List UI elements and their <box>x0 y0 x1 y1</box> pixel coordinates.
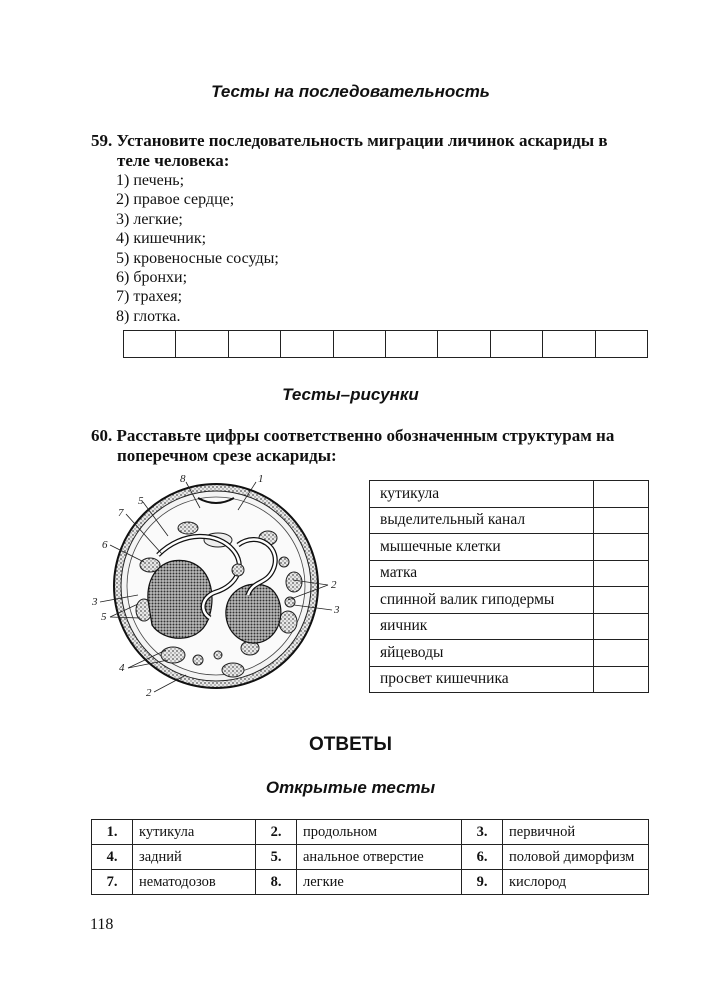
section-heading-pictures: Тесты–рисунки <box>282 385 419 404</box>
answer-number: 3. <box>462 820 503 845</box>
table-row <box>370 587 649 614</box>
sequence-cell[interactable] <box>385 331 437 358</box>
sequence-cell[interactable] <box>124 331 176 358</box>
answer-number: 1. <box>92 820 133 845</box>
figure-label-3: 3 <box>334 604 340 616</box>
answer-number: 8. <box>256 870 297 895</box>
answer-number: 5. <box>256 845 297 870</box>
structure-number-cell[interactable] <box>594 534 649 561</box>
figure-label-6: 6 <box>102 539 108 551</box>
page-number: 118 <box>90 916 114 933</box>
structure-number-cell[interactable] <box>594 613 649 640</box>
table-row <box>370 640 649 667</box>
structure-label: яйцеводы <box>370 640 594 667</box>
option-item: 3) легкие; <box>116 210 183 228</box>
figure-label-2: 2 <box>146 687 152 699</box>
question-60-title <box>91 426 651 466</box>
option-item: 5) кровеносные сосуды; <box>116 249 279 267</box>
structure-number-cell[interactable] <box>594 666 649 693</box>
structure-label: просвет кишечника <box>370 666 594 693</box>
ovary-mass-right <box>226 584 281 643</box>
sequence-cell[interactable] <box>438 331 490 358</box>
answer-text: анальное отверстие <box>297 845 462 870</box>
open-tests-heading: Открытые тесты <box>265 778 436 797</box>
structure-label: мышечные клетки <box>370 534 594 561</box>
figure-label-8: 8 <box>180 473 186 485</box>
option-item: 7) трахея; <box>116 288 183 306</box>
table-row <box>370 613 649 640</box>
section-heading-sequence: Тесты на последовательность <box>211 82 490 101</box>
structures-table <box>369 480 649 693</box>
figure-label-2: 2 <box>331 579 337 591</box>
answer-text: первичной <box>503 820 649 845</box>
question-60-text-line1: Расставьте цифры соответственно обозначенным структурам на <box>116 426 615 445</box>
question-59-number: 59. <box>91 131 113 150</box>
option-item: 8) глотка. <box>116 307 181 325</box>
answers-heading: ОТВЕТЫ <box>309 734 392 755</box>
sequence-cell[interactable] <box>176 331 228 358</box>
sequence-cell[interactable] <box>595 331 647 358</box>
answer-number: 9. <box>462 870 503 895</box>
structure-label: матка <box>370 560 594 587</box>
figure-label-5: 5 <box>138 495 144 507</box>
answer-number: 4. <box>92 845 133 870</box>
answer-text: кислород <box>503 870 649 895</box>
table-row <box>92 820 649 845</box>
question-60-number: 60. <box>91 426 113 445</box>
structure-label: яичник <box>370 613 594 640</box>
structure-number-cell[interactable] <box>594 481 649 508</box>
muscle-cell <box>286 572 302 592</box>
option-item: 6) бронхи; <box>116 269 188 287</box>
option-item: 1) печень; <box>116 172 185 189</box>
answer-number: 2. <box>256 820 297 845</box>
sequence-cell[interactable] <box>543 331 595 358</box>
structure-number-cell[interactable] <box>594 507 649 534</box>
figure-label-5: 5 <box>101 611 107 623</box>
sequence-cell[interactable] <box>490 331 542 358</box>
structure-number-cell[interactable] <box>594 560 649 587</box>
table-row <box>370 666 649 693</box>
question-59-title <box>91 131 651 171</box>
answer-number: 6. <box>462 845 503 870</box>
muscle-cell <box>222 663 244 677</box>
answer-sequence-grid <box>123 330 648 358</box>
answers-table <box>91 819 649 895</box>
oviduct-section <box>285 597 295 607</box>
sequence-cell[interactable] <box>228 331 280 358</box>
structure-label: спинной валик гиподермы <box>370 587 594 614</box>
ascaris-cross-section-figure <box>88 470 350 705</box>
structure-number-cell[interactable] <box>594 640 649 667</box>
answer-text: половой диморфизм <box>503 845 649 870</box>
structure-number-cell[interactable] <box>594 587 649 614</box>
table-row <box>92 845 649 870</box>
figure-label-3: 3 <box>92 596 98 608</box>
table-row <box>92 870 649 895</box>
question-59-text-line2: теле человека: <box>117 151 230 170</box>
answer-text: кутикула <box>133 820 256 845</box>
answer-number: 7. <box>92 870 133 895</box>
answer-text: легкие <box>297 870 462 895</box>
question-60-text-line2: поперечном срезе аскариды: <box>117 446 337 465</box>
answer-text: продольном <box>297 820 462 845</box>
muscle-cell <box>279 611 297 633</box>
answer-text: нематодозов <box>133 870 256 895</box>
muscle-cell <box>178 522 198 534</box>
oviduct-section <box>279 557 289 567</box>
question-59-options <box>116 171 279 326</box>
table-row <box>370 534 649 561</box>
sequence-cell[interactable] <box>281 331 333 358</box>
oviduct-section <box>214 651 222 659</box>
option-item: 2) правое сердце; <box>116 191 235 209</box>
figure-label-4: 4 <box>119 662 125 674</box>
structure-label: кутикула <box>370 481 594 508</box>
answer-text: задний <box>133 845 256 870</box>
question-59-text-line1: Установите последовательность миграции личинок аскариды в <box>116 131 608 150</box>
oviduct-section <box>193 655 203 665</box>
table-row <box>370 507 649 534</box>
oviduct-section <box>232 564 244 576</box>
ovary-mass-left <box>148 560 212 638</box>
figure-label-7: 7 <box>118 507 124 519</box>
table-row <box>370 560 649 587</box>
structure-label: выделительный канал <box>370 507 594 534</box>
figure-label-1: 1 <box>258 473 264 485</box>
sequence-cell[interactable] <box>333 331 385 358</box>
table-row <box>370 481 649 508</box>
option-item: 4) кишечник; <box>116 230 207 248</box>
